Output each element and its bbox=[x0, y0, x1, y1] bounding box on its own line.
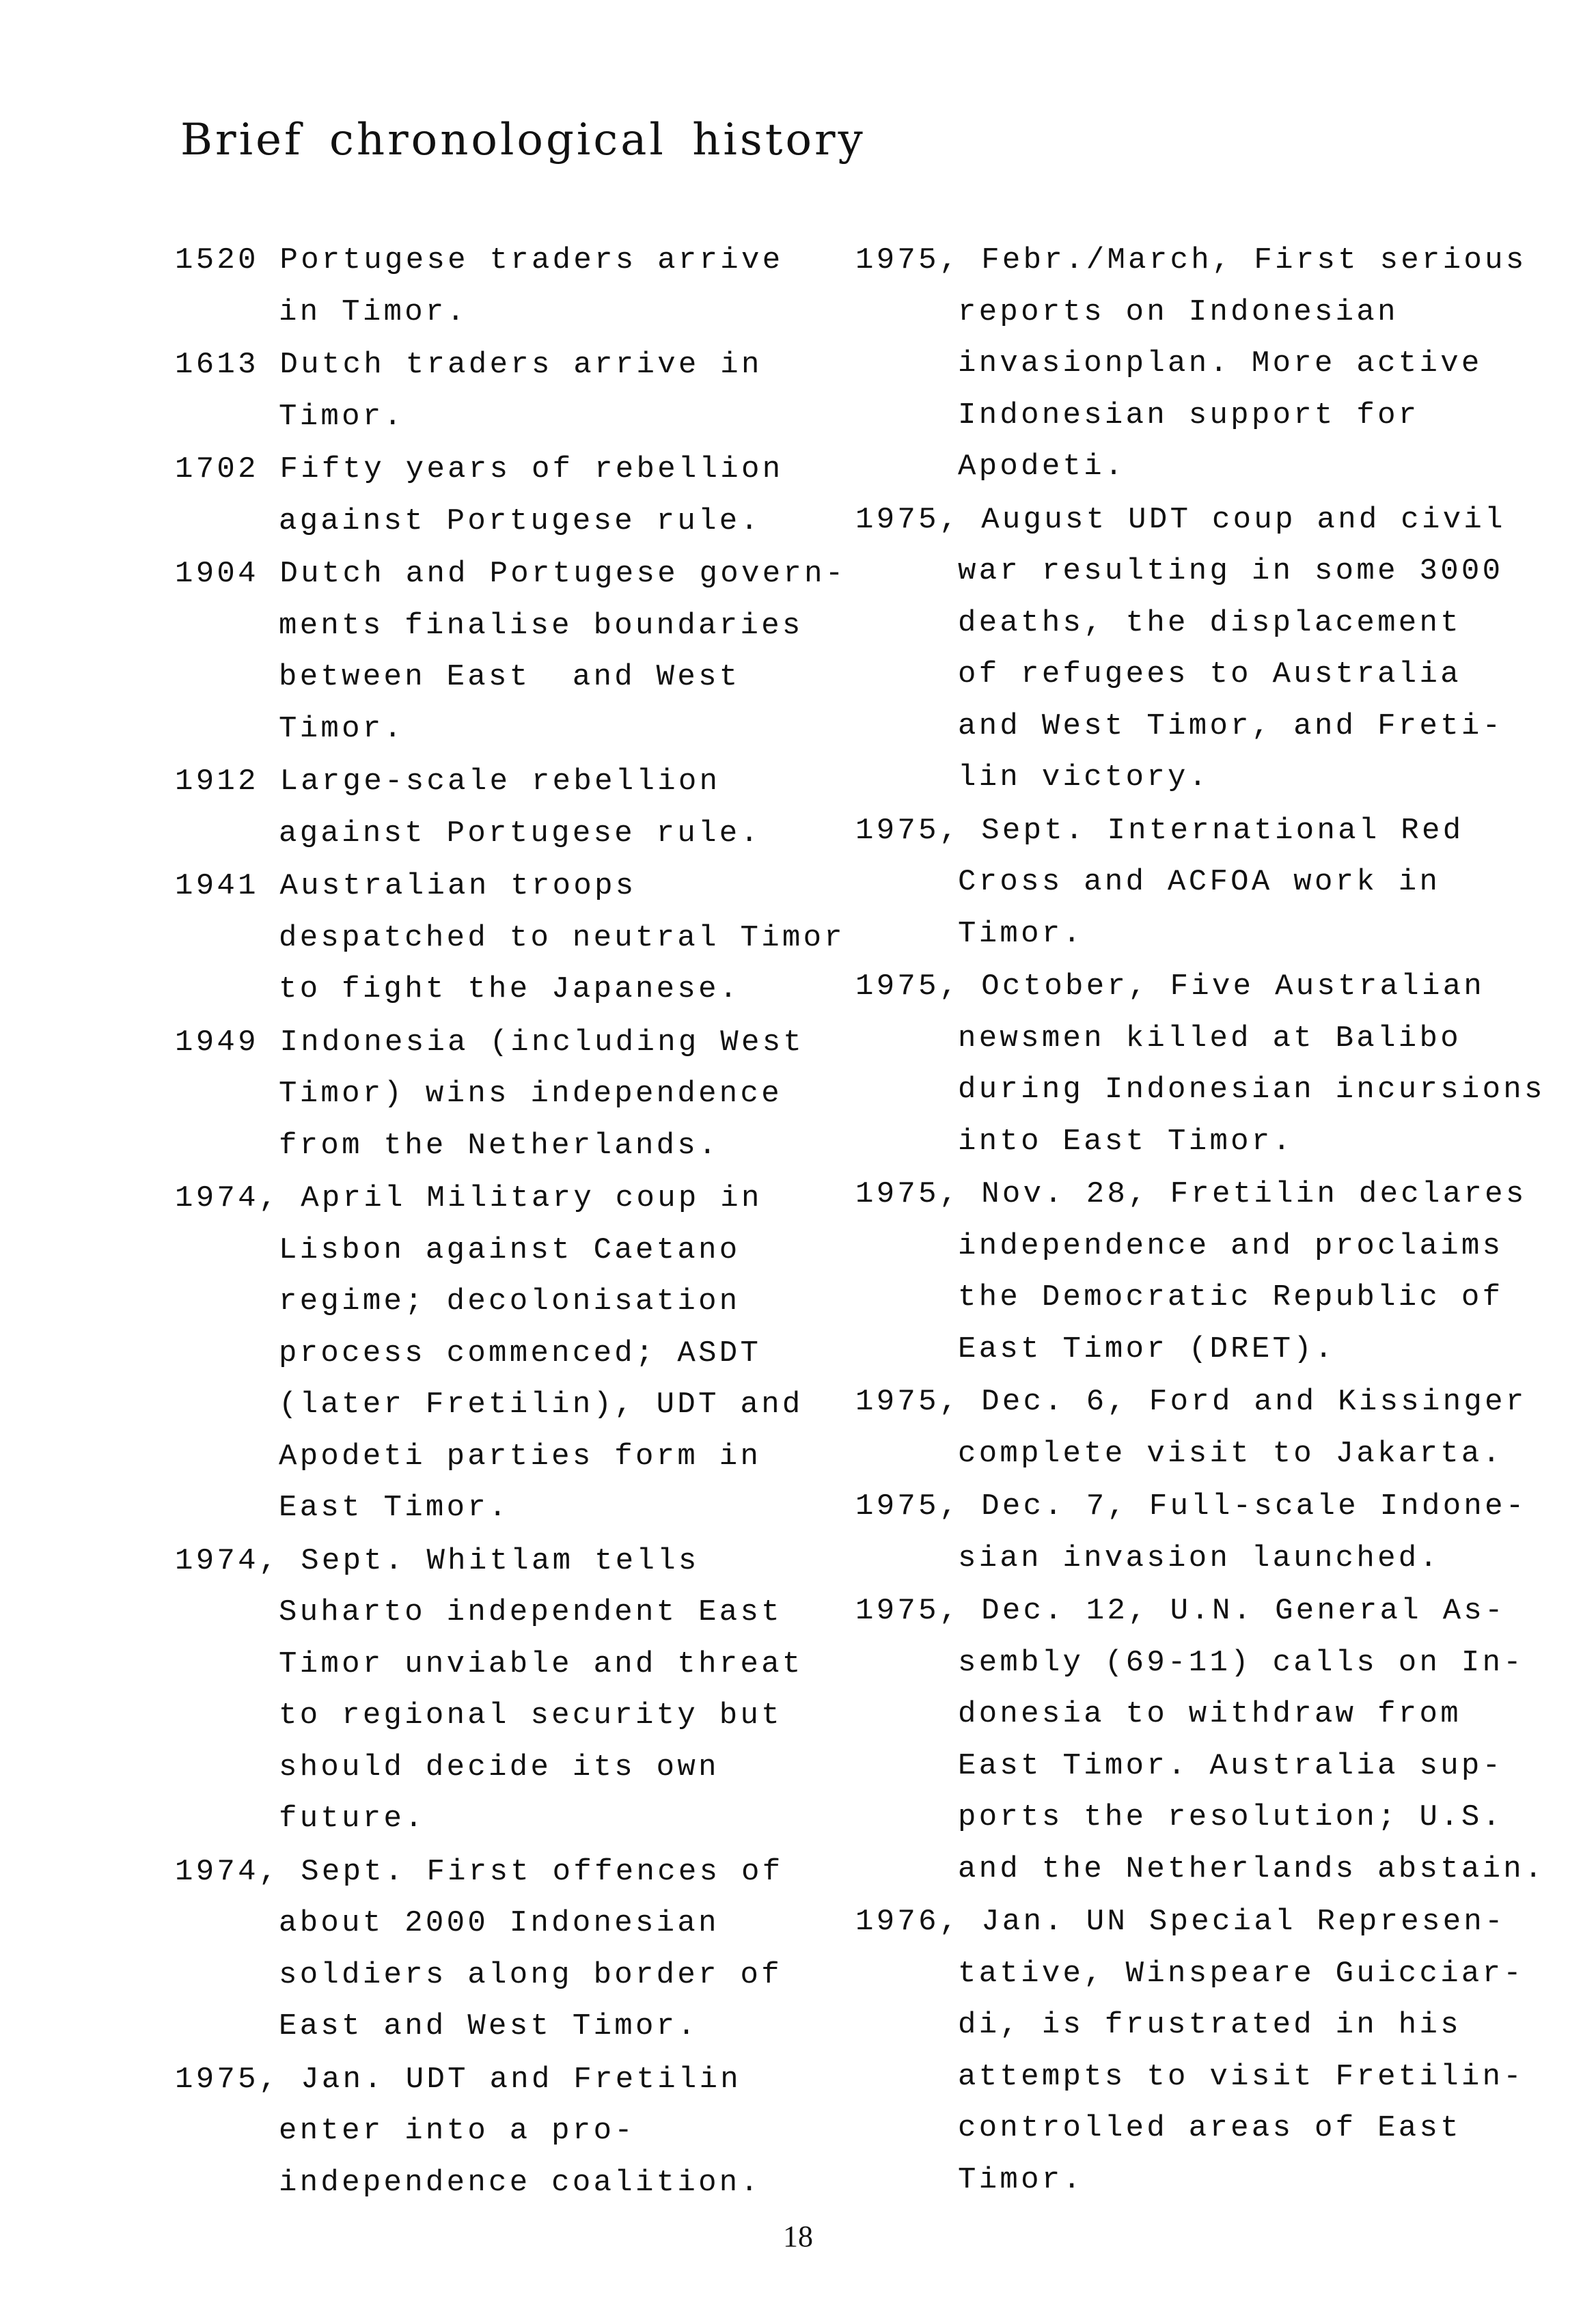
entry-text-line: Timor) wins independence bbox=[279, 1077, 782, 1111]
entry-text-line: East Timor. bbox=[279, 1491, 510, 1525]
entry-date-line: 1949 Indonesia (including West bbox=[175, 1025, 805, 1060]
entry-text-line: and the Netherlands abstain. bbox=[958, 1851, 1545, 1886]
entry-text-line: attempts to visit Fretilin- bbox=[958, 2059, 1525, 2094]
chronology-right-column bbox=[855, 235, 1586, 2207]
entry-text-line: Timor unviable and threat bbox=[279, 1646, 803, 1681]
entry-text-line: independence coalition. bbox=[279, 2165, 762, 2200]
entry-text-line: regime; decolonisation bbox=[279, 1284, 741, 1319]
entry-text-line: (later Fretilin), UDT and bbox=[279, 1388, 803, 1422]
entry-text-line: East Timor. Australia sup- bbox=[958, 1748, 1504, 1783]
chronology-entry bbox=[175, 861, 844, 1016]
entry-text-line: to fight the Japanese. bbox=[279, 972, 741, 1006]
entry-text-line: Suharto independent East bbox=[279, 1595, 782, 1629]
chronology-entry bbox=[855, 1586, 1586, 1895]
entry-text-line: tative, Winspeare Guicciar- bbox=[958, 1956, 1525, 1991]
entry-text-line: invasionplan. More active bbox=[958, 346, 1483, 381]
chronology-entry bbox=[855, 495, 1586, 804]
entry-date-line: 1975, Jan. UDT and Fretilin bbox=[175, 2062, 742, 2097]
chronology-entry bbox=[855, 961, 1586, 1168]
page-number: 18 bbox=[783, 2220, 813, 2253]
entry-text-line: war resulting in some 3000 bbox=[958, 554, 1504, 588]
entry-date-line: 1975, Dec. 7, Full-scale Indone- bbox=[855, 1489, 1527, 1524]
entry-text-line: Indonesian support for bbox=[958, 398, 1420, 432]
chronology-entry bbox=[855, 1169, 1586, 1375]
entry-date-line: 1975, October, Five Australian bbox=[855, 969, 1485, 1004]
chronology-entry bbox=[855, 1481, 1586, 1584]
entry-date-line: 1976, Jan. UN Special Represen- bbox=[855, 1905, 1506, 1939]
entry-text-line: Timor. bbox=[279, 711, 405, 746]
entry-date-line: 1974, Sept. Whitlam tells bbox=[175, 1543, 700, 1578]
entry-text-line: enter into a pro- bbox=[279, 2114, 635, 2148]
entry-text-line: future. bbox=[279, 1802, 426, 1836]
entry-text-line: of refugees to Australia bbox=[958, 657, 1461, 691]
entry-date-line: 1975, August UDT coup and civil bbox=[855, 502, 1506, 537]
entry-text-line: about 2000 Indonesian bbox=[279, 1906, 719, 1940]
entry-text-line: Lisbon against Caetano bbox=[279, 1232, 741, 1267]
entry-text-line: Apodeti parties form in bbox=[279, 1439, 762, 1474]
entry-date-line: 1975, Febr./March, First serious bbox=[855, 243, 1527, 277]
entry-text-line: lin victory. bbox=[958, 760, 1210, 795]
entry-date-line: 1974, April Military coup in bbox=[175, 1181, 762, 1215]
entry-text-line: process commenced; ASDT bbox=[279, 1336, 762, 1370]
entry-text-line: from the Netherlands. bbox=[279, 1128, 719, 1163]
chronology-entry bbox=[855, 1377, 1586, 1480]
entry-text-line: controlled areas of East bbox=[958, 2111, 1461, 2145]
entry-text-line: into East Timor. bbox=[958, 1124, 1294, 1159]
entry-text-line: East Timor (DRET). bbox=[958, 1332, 1336, 1366]
entry-text-line: Timor. bbox=[958, 2162, 1084, 2197]
entry-text-line: soldiers along border of bbox=[279, 1957, 782, 1992]
entry-date-line: 1975, Dec. 6, Ford and Kissinger bbox=[855, 1385, 1527, 1419]
chronology-entry bbox=[175, 2054, 844, 2209]
chronology-left-column bbox=[175, 235, 847, 2210]
entry-text-line: the Democratic Republic of bbox=[958, 1280, 1504, 1314]
entry-date-line: 1975, Nov. 28, Fretilin declares bbox=[855, 1177, 1527, 1211]
entry-date-line: 1974, Sept. First offences of bbox=[175, 1854, 784, 1889]
entry-text-line: complete visit to Jakarta. bbox=[958, 1436, 1504, 1471]
entry-text-line: Apodeti. bbox=[958, 450, 1126, 484]
entry-text-line: between East and West bbox=[279, 660, 741, 694]
entry-text-line: reports on Indonesian bbox=[958, 294, 1399, 329]
chronology-entry bbox=[175, 1173, 844, 1534]
entry-text-line: Timor. bbox=[279, 399, 405, 434]
entry-date-line: 1520 Portugese traders arrive bbox=[175, 243, 784, 277]
entry-text-line: deaths, the displacement bbox=[958, 605, 1461, 640]
entry-text-line: ports the resolution; U.S. bbox=[958, 1800, 1504, 1834]
entry-text-line: sembly (69-11) calls on In- bbox=[958, 1645, 1525, 1680]
entry-date-line: 1941 Australian troops bbox=[175, 869, 637, 903]
entry-text-line: and West Timor, and Freti- bbox=[958, 708, 1504, 743]
chronology-entry bbox=[175, 235, 844, 338]
entry-text-line: against Portugese rule. bbox=[279, 816, 762, 851]
entry-text-line: despatched to neutral Timor bbox=[279, 920, 846, 955]
entry-date-line: 1975, Sept. International Red bbox=[855, 813, 1464, 848]
entry-text-line: sian invasion launched. bbox=[958, 1541, 1441, 1575]
entry-text-line: during Indonesian incursions bbox=[958, 1073, 1545, 1107]
entry-date-line: 1975, Dec. 12, U.N. General As- bbox=[855, 1594, 1506, 1628]
chronology-entry bbox=[175, 1847, 844, 2053]
entry-date-line: 1613 Dutch traders arrive in bbox=[175, 348, 762, 382]
chronology-entry bbox=[175, 1017, 844, 1172]
entry-text-line: newsmen killed at Balibo bbox=[958, 1021, 1461, 1056]
entry-text-line: to regional security but bbox=[279, 1698, 782, 1733]
chronology-entry bbox=[855, 235, 1586, 493]
entry-text-line: Cross and ACFOA work in bbox=[958, 865, 1441, 899]
chronology-entry bbox=[175, 444, 844, 547]
entry-text-line: donesia to withdraw from bbox=[958, 1697, 1461, 1731]
entry-text-line: should decide its own bbox=[279, 1750, 719, 1784]
entry-date-line: 1904 Dutch and Portugese govern- bbox=[175, 557, 847, 591]
entry-text-line: in Timor. bbox=[279, 294, 468, 329]
entry-text-line: independence and proclaims bbox=[958, 1228, 1504, 1263]
entry-text-line: ments finalise boundaries bbox=[279, 608, 803, 643]
entry-date-line: 1912 Large-scale rebellion bbox=[175, 764, 721, 799]
chronology-entry bbox=[855, 805, 1586, 961]
chronology-entry bbox=[175, 549, 847, 755]
entry-text-line: against Portugese rule. bbox=[279, 504, 762, 538]
page-title: Brief chronological history bbox=[180, 115, 866, 165]
entry-text-line: East and West Timor. bbox=[279, 2009, 699, 2043]
entry-text-line: Timor. bbox=[958, 916, 1084, 951]
chronology-entry bbox=[175, 1536, 844, 1845]
entry-text-line: di, is frustrated in his bbox=[958, 2008, 1461, 2042]
chronology-entry bbox=[175, 340, 844, 443]
chronology-entry bbox=[855, 1897, 1586, 2206]
chronology-entry bbox=[175, 756, 844, 859]
entry-date-line: 1702 Fifty years of rebellion bbox=[175, 452, 784, 486]
